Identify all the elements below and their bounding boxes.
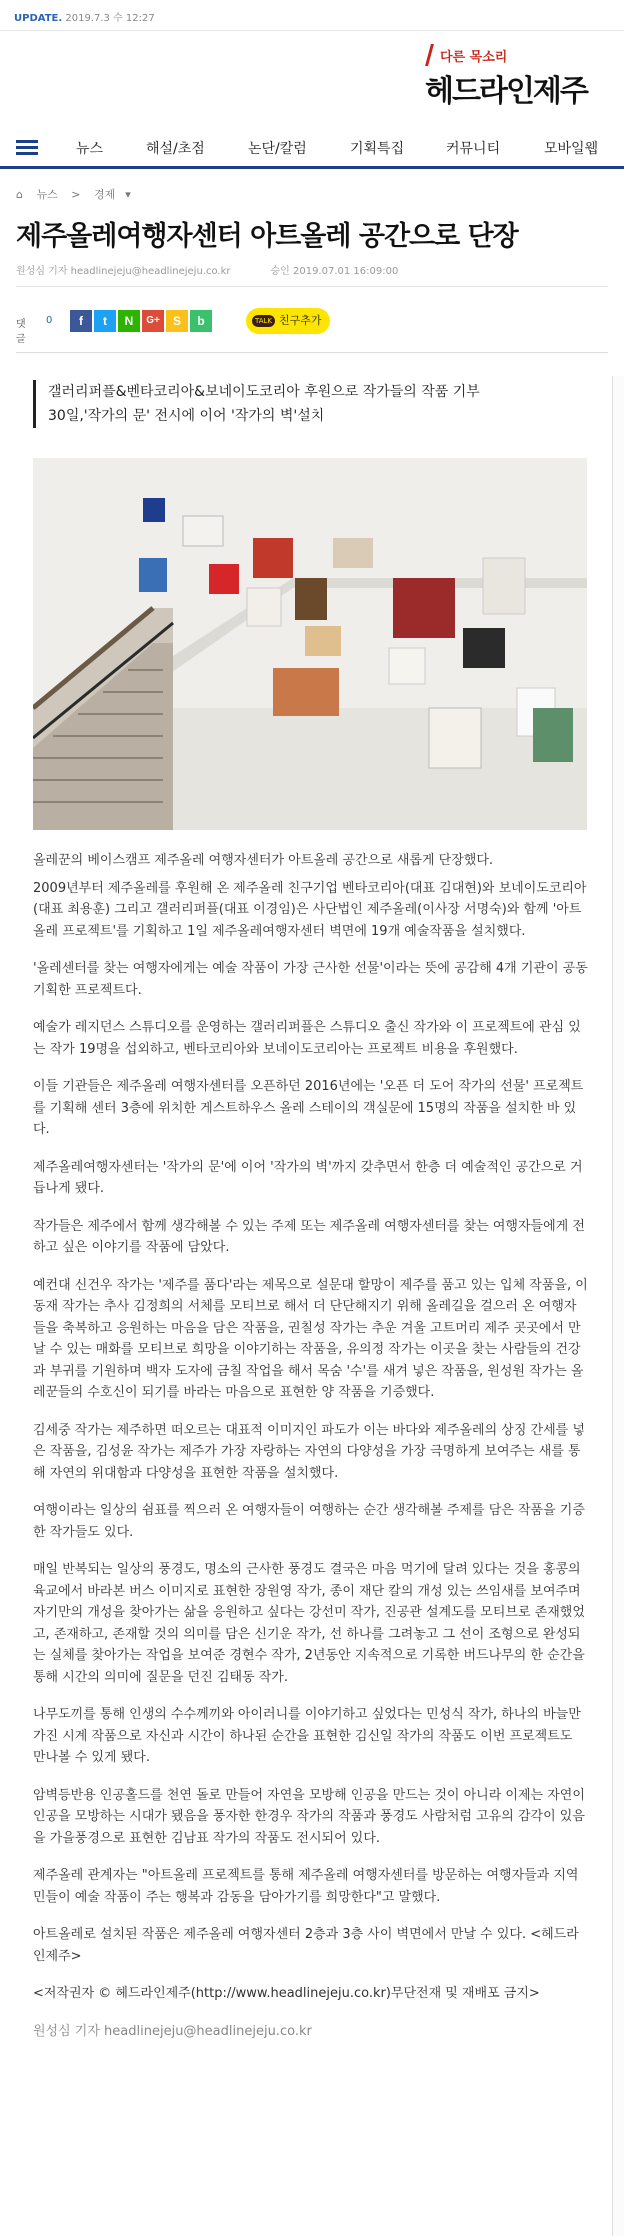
sidebar-edge [612,376,624,2236]
paragraph: 제주올레 관계자는 "아트올레 프로젝트를 통해 제주올레 여행자센터를 방문하는 여행자들과 지역민들이 예술 작품이 주는 행복과 감동을 담아가기를 희망한다"고 말했다. [33,1868,579,1905]
talk-icon: TALK [252,315,275,327]
copyright-notice: <저작권자 © 헤드라인제주(http://www.headlinejeju.co.kr)무단전재 및 재배포 금지> [33,1986,540,2001]
kakao-talk-button[interactable] [246,308,330,334]
author-line: 원성심 기자 headlinejeju@headlinejeju.co.kr [16,266,231,277]
paragraph: 여행이라는 일상의 쉼표를 찍으러 온 여행자들이 여행하는 순간 생각해볼 주제를 담은 작품을 기증한 작가들도 있다. [33,1503,585,1540]
subhead-line-2: 30일,'작가의 문' 전시에 이어 '작가의 벽'설치 [48,408,325,424]
nav-item-mobile[interactable]: 모바일웹 [544,141,599,157]
article-title: 제주올레여행자센터 아트올레 공간으로 단장 [16,221,518,252]
paragraph: 매일 반복되는 일상의 풍경도, 명소의 근사한 풍경도 결국은 마음 먹기에 달려 있다는 것을 홍콩의 육교에서 바라본 버스 이미지로 표현한 장원영 작가, 종이 재단 칼의 개성 있는 쓰임새를 보여주며 자기만의 개성을 찾아가는 삶을 응원하고 싶다는 강선미 작가, 진공관 설계도를 모티브로 존재했었고, 존재하고, 존재할 것의 의미를 담은 신기운 작가, 선 하나를 그려놓고 그 선이 조형으로 완성되는 실체를 찾아가는 작업을 보여준 경현수 작가, 2년동안 지속적으로 기록한 버드나무의 한 순간을 통해 시간의 의미에 질문을 던진 김태동 작가. [33,1562,585,1685]
comment-count[interactable]: 0 [46,315,53,326]
menu-icon[interactable] [16,140,38,154]
twitter-icon[interactable]: t [94,310,116,332]
nav-item-community[interactable]: 커뮤니티 [446,141,501,157]
subhead-line-1: 갤러리퍼플&벤타코리아&보네이도코리아 후원으로 작가들의 작품 기부 [48,384,480,400]
article-meta [16,262,398,277]
comment-label: 댓글 [16,319,26,345]
divider [16,286,608,287]
byline-footer: 원성심 기자 headlinejeju@headlinejeju.co.kr [33,2023,312,2039]
paragraph: 제주올레여행자센터는 '작가의 문'에 이어 '작가의 벽'까지 갖추면서 한층 더 예술적인 공간으로 거듭나게 됐다. [33,1159,583,1196]
article-subhead [33,380,608,428]
paragraph: 아트올레로 설치된 작품은 제주올레 여행자센터 2층과 3층 사이 벽면에서 만날 수 있다. <헤드라인제주> [33,1927,579,1964]
breadcrumb-news[interactable]: 뉴스 [36,188,58,201]
logo-slogan: 다른 목소리 [440,50,508,65]
paragraph: 작가들은 제주에서 함께 생각해볼 수 있는 주제 또는 제주올레 여행자센터를 찾는 여행자들에게 전하고 싶은 이야기를 작품에 담았다. [33,1218,585,1255]
top-status-bar [0,0,624,31]
logo-name: 헤드라인제주 [425,74,587,109]
update-time: UPDATE. 2019.7.3 수 12:27 [14,13,155,24]
paragraph: '올레센터를 찾는 여행자에게는 예술 작품이 가장 근사한 선물'이라는 뜻에 공감해 4개 기관이 공동 기획한 프로젝트다. [33,961,588,998]
divider [16,352,608,353]
breadcrumb-economy[interactable]: 경제 [93,188,116,201]
paragraph: 예술가 레지던스 스튜디오를 운영하는 갤러리퍼플은 스튜디오 출신 작가와 이 프로젝트에 관심 있는 작가 19명을 섭외하고, 벤타코리아와 보네이도코리아는 프로젝트 비용을 후원했다. [33,1020,581,1057]
paragraph: 이들 기관들은 제주올레 여행자센터를 오픈하던 2016년에는 '오픈 더 도어 작가의 선물' 프로젝트를 기획해 센터 3층에 위치한 게스트하우스 올레 스테이의 객실문에 15명의 작품을 설치한 바 있다. [33,1079,584,1137]
google-plus-icon[interactable]: G+ [142,310,164,332]
nav-item-analysis[interactable]: 해설/초점 [146,141,205,157]
naver-icon[interactable]: N [118,310,140,332]
paragraph: 김세중 작가는 제주하면 떠오르는 대표적 이미지인 파도가 이는 바다와 제주올레의 상징 간세를 넣은 작품을, 김성윤 작가는 제주가 가장 자랑하는 자연의 다양성을 가장 극명하게 보여주는 새를 통해 자연의 위대함과 다양성을 표현한 작품을 설치했다. [33,1422,585,1481]
chevron-down-icon[interactable]: ▾ [125,188,131,201]
band-icon[interactable]: b [190,310,212,332]
main-nav [0,128,624,169]
paragraph: 2009년부터 제주올레를 후원해 온 제주올레 친구기업 벤타코리아(대표 김대현)와 보네이도코리아(대표 최용훈) 그리고 갤러리퍼플(대표 이경임)은 사단법인 제주올레(이사장 서명숙)와 함께 '아트올레 프로젝트'를 기획하고 1일 제주올레여행자센터 벽면에 19개 예술작품을 설치했다. [33,880,587,939]
paragraph: 올레꾼의 베이스캠프 제주올레 여행자센터가 아트올레 공간으로 새롭게 단장했다. [33,853,494,868]
paragraph: 예컨대 신건우 작가는 '제주를 품다'라는 제목으로 설문대 할망이 제주를 품고 있는 입체 작품을, 이동재 작가는 추사 김정희의 서체를 모티브로 해서 더 단단해지기 위해 올레길을 걸으러 온 여행자들을 축복하고 응원하는 마음을 담은 작품을, 권칠성 작가는 추운 겨울 고트머리 제주 곳곳에서 만날 수 있는 매화를 모티브로 희망을 이야기하는 작품을, 유의정 작가는 이곳을 찾는 사람들의 건강과 부귀를 기원하며 백자 도자에 금칠 작업을 해서 목숨 '수'를 새겨 넣은 작품을, 원성원 작가는 올레꾼들의 수호신이 되기를 바라는 마음으로 표현한 양 작품을 기증했다. [33,1277,588,1400]
breadcrumb-separator: > [71,188,81,201]
nav-item-opinion[interactable]: 논단/칼럼 [248,141,307,157]
nav-item-special[interactable]: 기획특집 [350,141,405,157]
nav-item-news[interactable]: 뉴스 [76,141,104,157]
home-icon[interactable]: ⌂ [16,188,23,201]
site-logo[interactable] [420,40,624,110]
paragraph: 나무도끼를 통해 인생의 수수께끼와 아이러니를 이야기하고 싶었다는 민성식 작가, 하나의 바늘만 가진 시계 작품으로 자신과 시간이 하나된 순간을 표현한 김신일 작가의 작품도 이번 프로젝트도 만나볼 수 있게 됐다. [33,1707,581,1765]
kakao-talk-label: 친구추가 [279,314,322,327]
approved-time: 승인 2019.07.01 16:09:00 [270,266,399,277]
kakaostory-icon[interactable]: S [166,310,188,332]
article-photo[interactable] [33,458,587,830]
gallery-wall-illustration [33,458,587,830]
breadcrumb [16,186,141,202]
article-body [33,850,588,2058]
facebook-icon[interactable]: f [70,310,92,332]
paragraph: 암벽등반용 인공홀드를 천연 돌로 만들어 자연을 모방해 인공을 만드는 것이 아니라 이제는 자연이 인공을 모방하는 시대가 됐음을 풍자한 한경우 작가의 작품과 풍경도 사람처럼 고유의 감각이 있음을 가을풍경으로 표현한 김남표 작가의 작품도 전시되어 있다. [33,1787,585,1846]
